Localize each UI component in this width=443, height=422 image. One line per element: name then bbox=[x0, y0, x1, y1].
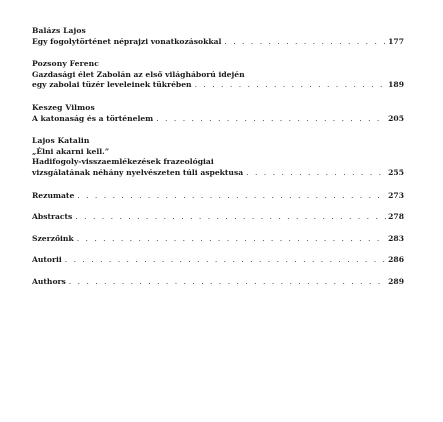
entry-title: A katonaság és a történelem bbox=[32, 113, 154, 123]
page-number: 286 bbox=[388, 255, 404, 265]
page-number: 273 bbox=[388, 190, 404, 200]
page-number: 177 bbox=[388, 36, 404, 46]
section-label: Abstracts bbox=[32, 212, 73, 222]
entry-author: Balázs Lajos bbox=[32, 26, 86, 35]
entry-title-row bbox=[32, 168, 404, 179]
toc-entry bbox=[32, 136, 404, 178]
dot-leader bbox=[69, 277, 386, 288]
page-number: 289 bbox=[388, 276, 404, 286]
section-label: Szerzőink bbox=[32, 233, 74, 243]
toc-section-row bbox=[32, 277, 404, 288]
entry-title-line: Gazdasági élet Zabolán az első világháború idején bbox=[32, 69, 245, 79]
page-number: 189 bbox=[388, 80, 404, 90]
entry-title: egy zabolai tüzér leveleinek tükrében bbox=[32, 80, 192, 90]
toc-entry bbox=[32, 59, 404, 91]
toc-section-row bbox=[32, 191, 404, 202]
page-number: 278 bbox=[388, 212, 404, 222]
dot-leader bbox=[77, 191, 386, 202]
entry-title: vizsgálatának néhány nyelvészeten túli aspektusa bbox=[32, 167, 244, 177]
dot-leader bbox=[224, 37, 386, 48]
entry-author: Lajos Katalin bbox=[32, 136, 90, 146]
entry-title-row bbox=[32, 114, 404, 125]
entry-title-row bbox=[32, 37, 404, 48]
dot-leader bbox=[156, 114, 386, 125]
dot-leader bbox=[65, 255, 386, 266]
page-number: 283 bbox=[388, 233, 404, 243]
toc-entry bbox=[32, 26, 404, 47]
entry-title-line: Hadifogoly-visszaemlékezések frazeológiai bbox=[32, 157, 214, 167]
entry-title-line: „Élni akarni kell.” bbox=[32, 146, 110, 156]
section-label: Autorii bbox=[32, 255, 62, 265]
dot-leader bbox=[77, 234, 386, 245]
page-number: 255 bbox=[388, 167, 404, 177]
dot-leader bbox=[195, 80, 386, 91]
section-label: Authors bbox=[32, 276, 66, 286]
entry-title-row bbox=[32, 80, 404, 91]
dot-leader bbox=[75, 212, 386, 223]
toc-section-row bbox=[32, 212, 404, 223]
entry-author: Keszeg Vilmos bbox=[32, 102, 95, 112]
entry-title: Egy fogolytörténet néprajzi vonatkozásokkal bbox=[32, 36, 222, 46]
toc-section-row bbox=[32, 234, 404, 245]
dot-leader bbox=[246, 168, 386, 179]
table-of-contents bbox=[32, 26, 404, 288]
page-number: 205 bbox=[388, 113, 404, 123]
entry-author: Pozsony Ferenc bbox=[32, 59, 99, 69]
toc-entry bbox=[32, 103, 404, 124]
toc-section-row bbox=[32, 255, 404, 266]
section-label: Rezumate bbox=[32, 190, 75, 200]
